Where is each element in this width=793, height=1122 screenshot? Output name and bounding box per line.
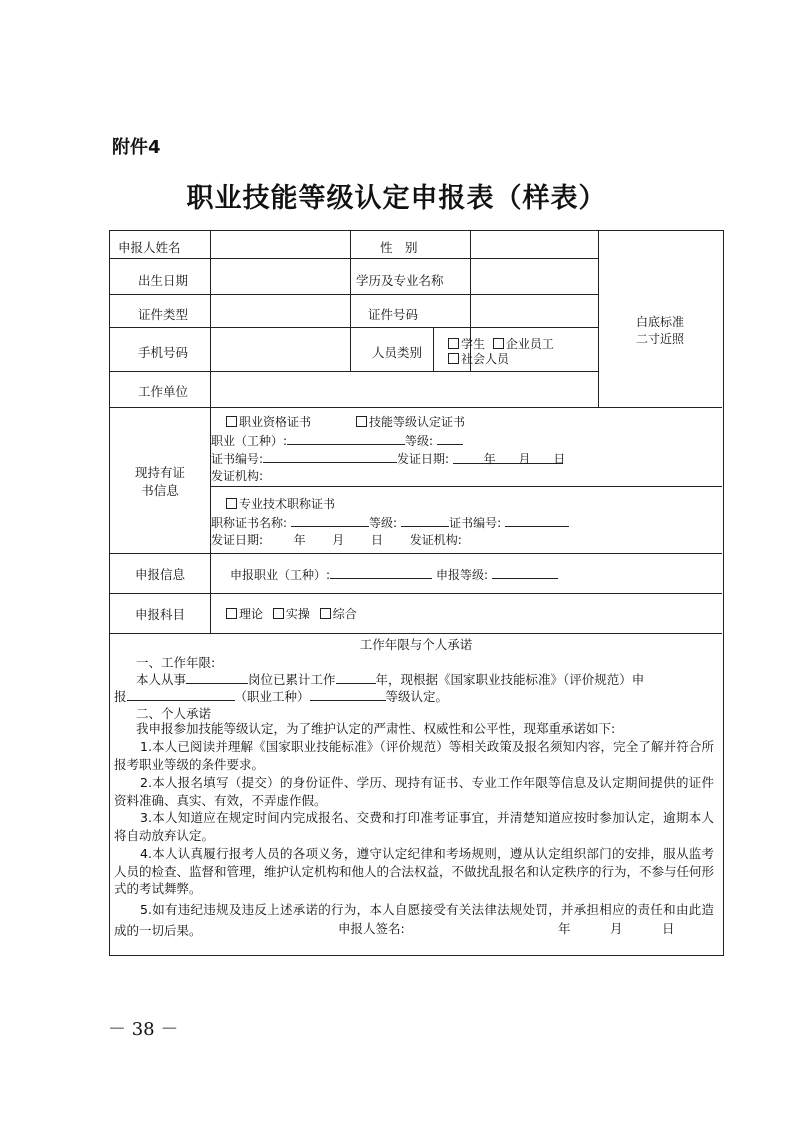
pledge-sec2: 二、个人承诺 <box>136 706 212 721</box>
title-date-label: 发证日期: <box>211 533 264 547</box>
apply-occupation-label: 申报职业（工种）: <box>230 568 331 582</box>
comprehensive-checkbox[interactable] <box>320 608 331 619</box>
title-certno-field[interactable] <box>505 513 569 527</box>
label-id-type: 证件类型 <box>137 307 188 322</box>
title-level-field[interactable] <box>401 513 449 527</box>
sign-month: 月 <box>610 921 623 936</box>
cert-professional-label: 专业技术职称证书 <box>239 497 336 511</box>
work-occupation-field[interactable] <box>127 687 235 701</box>
work-text-a: 本人从事 <box>136 672 187 687</box>
work-text-e: （职业工种） <box>234 689 310 704</box>
cert-qualification-checkbox[interactable] <box>226 416 237 427</box>
employee-checkbox[interactable] <box>493 338 504 349</box>
label-workplace: 工作单位 <box>137 384 188 399</box>
signature-label: 申报人签名: <box>338 921 405 936</box>
cert-professional-checkbox[interactable] <box>226 498 237 509</box>
pledge-heading: 工作年限与个人承诺 <box>359 637 473 652</box>
label-apply: 申报信息 <box>134 567 185 582</box>
label-certs-2: 书信息 <box>141 483 179 498</box>
social-checkbox[interactable] <box>448 353 459 364</box>
work-years-field[interactable] <box>336 670 376 684</box>
cert-level-field[interactable] <box>437 431 463 445</box>
option-social: 社会人员 <box>461 352 510 366</box>
cert-issuer-label: 发证机构: <box>211 469 264 483</box>
cert-no-field[interactable] <box>263 449 397 463</box>
application-form: 申报人姓名 性 别 出生日期 学历及专业名称 证件类型 证件号码 手机号码 人员类别 学生 企业员工 社会人员 工作单位 白底标准 二寸近照 现持有证 书信息 职业资格证书 技能等级认定证书 职业（工种）: 等级: 证书编号: 发证日期: 年 月 日 发证机构: 专业技术职称证书 职称证书名称: 等级: 证书编号: 发证日期: 年 月 日 发证机构: 申报信息 申报职业（工种）: 申报等级: 申报科目 理论 实操 综合 工作年限与个人承诺 一、工作年限: 本人从事 岗位已累计工作 年，现根据《国家职业技能标准》（评价规范）申 报 （职业工种） 等级认定。 二、个人承诺 我申报参加技能等级认定，为了维护认定的严肃性、权威性和公平性，现郑重承诺如下: 1.本人已阅读并理解《国家职业技能标准》（评价规范）等相关政策及报名须知内容，完全了解并符合所报考职业等级的条件要求。 2.本人报名填写（提交）的身份证件、学历、现持有证书、专业工作年限等信息及认定期间提供的证件资料准确、真实、有效，不弄虚作假。 3.本人知道应在规定时间内完成报名、交费和打印准考证事宜，并清楚知道应按时参加认定，逾期本人将自动放弃认定。 4.本人认真履行报考人员的各项义务，遵守认定纪律和考场规则，遵从认定组织部门的安排，服从监考人员的检查、监督和管理，维护认定机构和他人的合法权益，不做扰乱报名和认定秩序的行为，不参与任何形式的考试舞弊。 5.如有违纪违规及违反上述承诺的行为，本人自愿接受有关法律法规处罚，并承担相应的责任和由此造成的一切后果。 申报人签名: 年 月 日 <box>109 230 724 956</box>
cert-occupation-label: 职业（工种）: <box>211 434 288 448</box>
title-certno-label: 证书编号: <box>449 516 502 530</box>
subject-practice: 实操 <box>285 607 310 621</box>
label-birth: 出生日期 <box>137 273 188 288</box>
label-name: 申报人姓名 <box>118 240 181 255</box>
label-id-no: 证件号码 <box>368 307 419 322</box>
work-text-d: 报 <box>114 689 127 704</box>
pledge-intro: 我申报参加技能等级认定，为了维护认定的严肃性、权威性和公平性，现郑重承诺如下: <box>136 721 616 736</box>
apply-level-label: 申报等级: <box>436 568 489 582</box>
pledge-sec1: 一、工作年限: <box>136 655 216 670</box>
title-issuer-label: 发证机构: <box>409 533 462 547</box>
cert-date-field[interactable]: 年 月 日 <box>453 450 563 464</box>
sign-year: 年 <box>558 921 571 936</box>
cert-no-label: 证书编号: <box>211 452 264 466</box>
cert-skill-checkbox[interactable] <box>356 416 367 427</box>
label-gender: 性 别 <box>380 240 418 255</box>
sign-day: 日 <box>662 921 675 936</box>
page-number: － 38 － <box>108 1019 179 1040</box>
title-name-label: 职称证书名称: <box>211 516 288 530</box>
pledge-item-5: 5.如有违纪违规及违反上述承诺的行为，本人自愿接受有关法律法规处罚，并承担相应的责任和由此造成的一切后果。 <box>114 902 714 938</box>
pledge-item-2: 2.本人报名填写（提交）的身份证件、学历、现持有证书、专业工作年限等信息及认定期间提供的证件资料准确、真实、有效，不弄虚作假。 <box>114 775 714 808</box>
photo-hint-line1: 白底标准 <box>635 315 684 329</box>
cert-qualification-label: 职业资格证书 <box>239 415 312 429</box>
subject-theory: 理论 <box>239 607 264 621</box>
option-employee: 企业员工 <box>505 337 554 351</box>
apply-occupation-field[interactable] <box>330 565 432 579</box>
attachment-label: 附件4 <box>112 137 161 158</box>
cert-occupation-field[interactable] <box>287 431 405 445</box>
subject-comprehensive: 综合 <box>332 607 357 621</box>
pledge-item-1: 1.本人已阅读并理解《国家职业技能标准》（评价规范）等相关政策及报名须知内容，完全了解并符合所报考职业等级的条件要求。 <box>114 739 714 772</box>
title-name-field[interactable] <box>291 513 369 527</box>
pledge-item-4: 4.本人认真履行报考人员的各项义务，遵守认定纪律和考场规则，遵从认定组织部门的安排，服从监考人员的检查、监督和管理，维护认定机构和他人的合法权益，不做扰乱报名和认定秩序的行为，不参与任何形式的考试舞弊。 <box>114 846 715 896</box>
photo-hint-line2: 二寸近照 <box>635 332 684 346</box>
form-title: 职业技能等级认定申报表（样表） <box>186 183 607 214</box>
student-checkbox[interactable] <box>448 338 459 349</box>
title-level-label: 等级: <box>369 516 398 530</box>
option-student: 学生 <box>461 337 486 351</box>
work-level-field[interactable] <box>310 687 386 701</box>
label-subject: 申报科目 <box>134 607 185 622</box>
cert-date-label: 发证日期: <box>397 452 450 466</box>
theory-checkbox[interactable] <box>226 608 237 619</box>
work-text-f: 等级认定。 <box>385 689 449 704</box>
pledge-item-3: 3.本人知道应在规定时间内完成报名、交费和打印准考证事宜，并清楚知道应按时参加认定，逾期本人将自动放弃认定。 <box>114 810 714 843</box>
cert-skill-label: 技能等级认定证书 <box>369 415 466 429</box>
label-person-type: 人员类别 <box>372 345 423 360</box>
label-certs-1: 现持有证 <box>134 465 185 480</box>
work-text-c: 年，现根据《国家职业技能标准》（评价规范）申 <box>375 672 645 687</box>
apply-level-field[interactable] <box>492 565 558 579</box>
label-education: 学历及专业名称 <box>356 273 444 288</box>
work-post-field[interactable] <box>186 670 248 684</box>
work-text-b: 岗位已累计工作 <box>248 672 336 687</box>
practice-checkbox[interactable] <box>273 608 284 619</box>
cert-level-label: 等级: <box>405 434 434 448</box>
label-phone: 手机号码 <box>137 345 188 360</box>
